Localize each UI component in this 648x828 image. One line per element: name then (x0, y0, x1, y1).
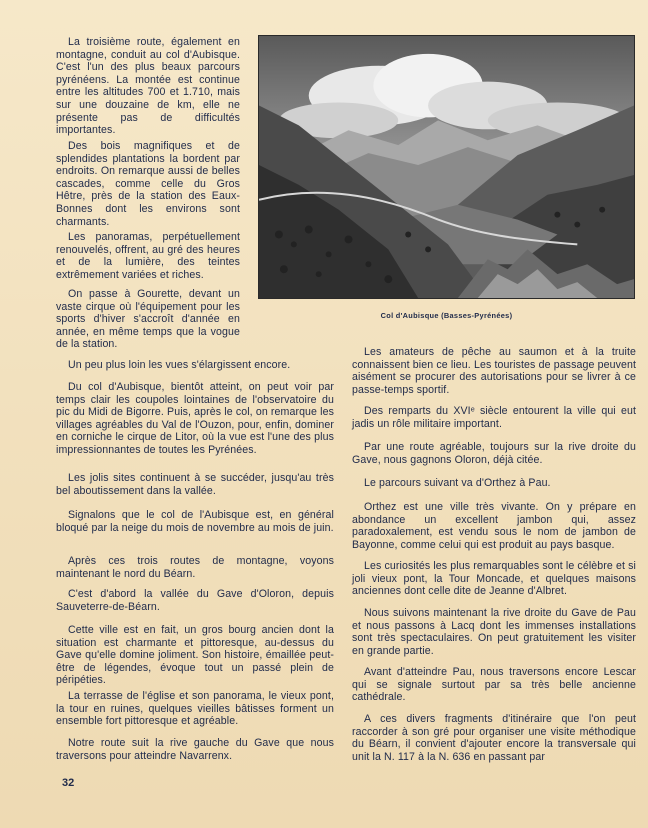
col-aubisque-photo (258, 35, 635, 299)
paragraph-orthez-jambon: Orthez est une ville très vivante. On y prépare en abondance un excellent jambon qui, assez paradoxalement, est vendu sous le nom de jambon de Bayonne, comme celui qui est produit au pays basque. (352, 501, 636, 551)
mountain-landscape-illustration (259, 36, 634, 298)
paragraph-col-aubisque: Du col d'Aubisque, bientôt atteint, on peut voir par temps clair les coupoles lointaines de l'observatoire du pic du Midi de Bigorre. Puis, après le col, on remarque les villages agréables du Val de l'Ouzon, pour, enfin, dominer en corniche le cirque de Litor, où la vue est l'une des plus impressionnantes de toutes les Pyrénées. (56, 381, 334, 456)
paragraph-lescar: Avant d'atteindre Pau, nous traversons encore Lescar qui se signale surtout par sa très belle ancienne cathédrale. (352, 666, 636, 704)
photo-caption: Col d'Aubisque (Basses-Pyrénées) (380, 311, 513, 320)
paragraph-gave-oloron: C'est d'abord la vallée du Gave d'Oloron, depuis Sauveterre-de-Béarn. (56, 588, 334, 613)
paragraph-nord-bearn: Après ces trois routes de montagne, voyons maintenant le nord du Béarn. (56, 555, 334, 580)
paragraph-navarrenx: Notre route suit la rive gauche du Gave que nous traversons pour atteindre Navarrenx. (56, 737, 334, 762)
paragraph-lacq: Nous suivons maintenant la rive droite du Gave de Pau et nous passons à Lacq dont les immenses installations sont très spectaculaires. On peut gratuitement les visiter en grande partie. (352, 607, 636, 657)
paragraph-jolis-sites: Les jolis sites continuent à se succéder, jusqu'au très bel aboutissement dans la vallée. (56, 472, 334, 497)
paragraph-neige: Signalons que le col de l'Aubisque est, en général bloqué par la neige du mois de novembre au mois de juin. (56, 509, 334, 534)
paragraph-oloron: Par une route agréable, toujours sur la rive droite du Gave, nous gagnons Oloron, déjà citée. (352, 441, 636, 466)
paragraph-remparts: Des remparts du XVIᵉ siècle entourent la ville qui eut jadis un rôle militaire important. (352, 405, 636, 430)
paragraph-peche-saumon: Les amateurs de pêche au saumon et à la truite connaissent bien ce lieu. Les touristes de passage peuvent aisément se procurer des autorisations pour se livrer à ce passe-temps sportif. (352, 346, 636, 396)
paragraph-vues: Un peu plus loin les vues s'élargissent encore. (68, 359, 291, 371)
paragraph-bois-cascades: Des bois magnifiques et de splendides plantations la bordent par endroits. On remarque aussi de belles cascades, comme celle du Gros Hêtre, près de la station des Eaux-Bonnes dont les environs sont charmants. (56, 140, 240, 228)
paragraph-curiosites: Les curiosités les plus remarquables sont le célèbre et si joli vieux pont, la Tour Moncade, et quelques maisons anciennes dont celle dite de Jeanne d'Albret. (352, 560, 636, 598)
page-number: 32 (62, 777, 75, 789)
paragraph-gourette: On passe à Gourette, devant un vaste cirque où l'équipement pour les sports d'hiver s'accroît d'année en année, en même temps que la vogue de la station. (56, 288, 240, 351)
paragraph-sauveterre: Cette ville est en fait, un gros bourg ancien dont la situation est charmante et pittoresque, au-dessus du Gave qu'elle domine joliment. Son histoire, émaillée peut-être de légendes, évoque tout un passé plein de péripéties. (56, 624, 334, 687)
paragraph-orthez-pau: Le parcours suivant va d'Orthez à Pau. (364, 477, 551, 489)
paragraph-panoramas: Les panoramas, perpétuellement renouvelés, offrent, au gré des heures et de la lumière, des teintes extrêmement variées et riches. (56, 231, 240, 281)
paragraph-aubisque-intro: La troisième route, également en montagne, conduit au col d'Aubisque. C'est l'un des plus beaux parcours pyrénéens. La montée est continue entre les altitudes 700 et 1.710, mais sur une douzaine de km, elle ne présente pas de difficultés importantes. (56, 36, 240, 137)
paragraph-terrasse: La terrasse de l'église et son panorama, le vieux pont, la tour en ruines, quelques vieilles bâtisses forment un ensemble fort pittoresque et agréable. (56, 690, 334, 728)
paragraph-itineraire: A ces divers fragments d'itinéraire que l'on peut raccorder à son gré pour organiser une visite méthodique du Béarn, il convient d'ajouter encore la transversale qui unit la N. 117 à la N. 636 en passant par (352, 713, 636, 763)
